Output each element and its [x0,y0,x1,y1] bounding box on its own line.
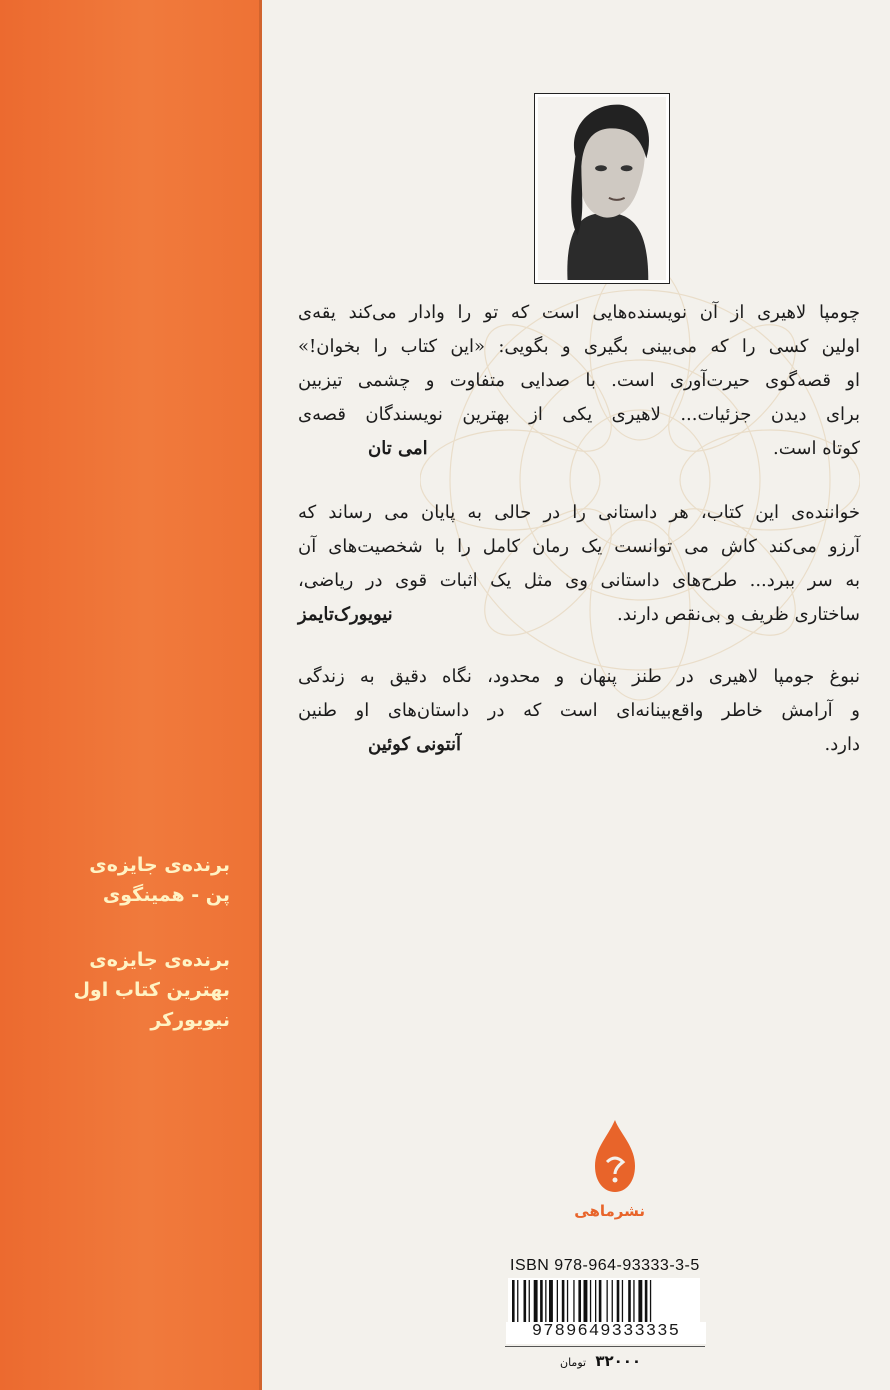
quote-line: ساختاری ظریف و بی‌نقص دارند. [617,604,860,625]
barcode-bar [578,1280,581,1322]
author-photo [534,93,670,284]
quote-line: برای دیدن جزئیات... لاهیری یکی از بهترین نویسندگان قصه‌ی [298,404,860,425]
barcode-bar [633,1280,634,1322]
quote-line: نبوغ جومپا لاهیری در طنز پنهان و محدود، نگاه دقیق به زندگی [298,666,860,687]
barcode-bar [612,1280,613,1322]
barcode-bar [599,1280,602,1322]
award-line: نیویورکر [150,1009,230,1031]
quote-line: خواننده‌ی این کتاب، هر داستانی را در حالی به پایان می رساند که [298,502,860,523]
barcode-bar [549,1280,553,1322]
barcode-bar [545,1280,546,1322]
price [560,1352,641,1370]
barcode-bar [617,1280,620,1322]
barcode-bar [573,1280,574,1322]
price-amount: ۳۲۰۰۰ [595,1352,642,1370]
award-line: پن - همینگوی [102,884,230,906]
award-line: برنده‌ی جایزه‌ی [89,854,230,876]
quote-line: به سر ببرد... طرح‌های داستانی وی مثل یک اثبات قوی در ریاضی، [298,570,860,591]
barcode-bar [524,1280,527,1322]
award-line: بهترین کتاب اول [73,979,230,1001]
barcode-bar [645,1280,648,1322]
price-divider [505,1346,705,1347]
quote-line: آرزو می‌کند کاش می توانست یک رمان کامل را با شخصیت‌های آن [298,536,860,557]
barcode-bar [557,1280,558,1322]
quote-line: اولین کسی را که می‌بینی بگیری و بگویی: «این کتاب را بخوان!» [298,336,860,357]
publisher-name: نشرماهی [574,1202,645,1220]
quote-line: او قصه‌گوی حیرت‌آوری است. با صدایی متفاوت و چشمی تیزبین [298,370,860,391]
quote-anthony-quinn [298,660,860,762]
barcode-bar [529,1280,530,1322]
fish-drop-icon [585,1118,645,1196]
quote-last-line [298,728,860,762]
award-pen-hemingway [89,850,230,910]
quote-attribution: نیویورک‌تایمز [298,604,393,625]
barcode-bar [638,1280,642,1322]
barcode-bar [562,1280,565,1322]
quote-last-line [298,432,860,466]
quote-attribution: امی تان [368,438,428,459]
barcode-bar [512,1280,515,1322]
barcode-bar [622,1280,623,1322]
barcode-bar [590,1280,591,1322]
barcode-bar [517,1280,518,1322]
barcode-bar [628,1280,631,1322]
isbn-label: ISBN 978-964-93333-3-5 [510,1257,700,1274]
quote-line: و آرامش خاطر واقع‌بینانه‌ای است که در داستان‌های او طنین [298,700,860,721]
barcode-bar [567,1280,568,1322]
barcode-bar [595,1280,596,1322]
barcode-bar [540,1280,543,1322]
quote-new-york-times [298,496,860,632]
quote-line: دارد. [824,734,860,755]
barcode-number: 9789649333335 [506,1322,706,1344]
quote-attribution: آنتونی کوئین [368,734,462,755]
barcode-bar [650,1280,651,1322]
barcode-bar [534,1280,538,1322]
quote-amy-tan [298,296,860,466]
orange-spine [0,0,262,1390]
quote-line: کوتاه است. [773,438,860,459]
quote-last-line [298,598,860,632]
price-currency: تومان [560,1356,587,1369]
award-line: برنده‌ی جایزه‌ی [89,949,230,971]
award-new-yorker [73,945,230,1035]
barcode-bar [607,1280,608,1322]
publisher-logo [574,1118,645,1228]
quote-line: چومپا لاهیری از آن نویسنده‌هایی است که تو را وادار می‌کند یقه‌ی [298,302,860,323]
barcode-bar [584,1280,588,1322]
